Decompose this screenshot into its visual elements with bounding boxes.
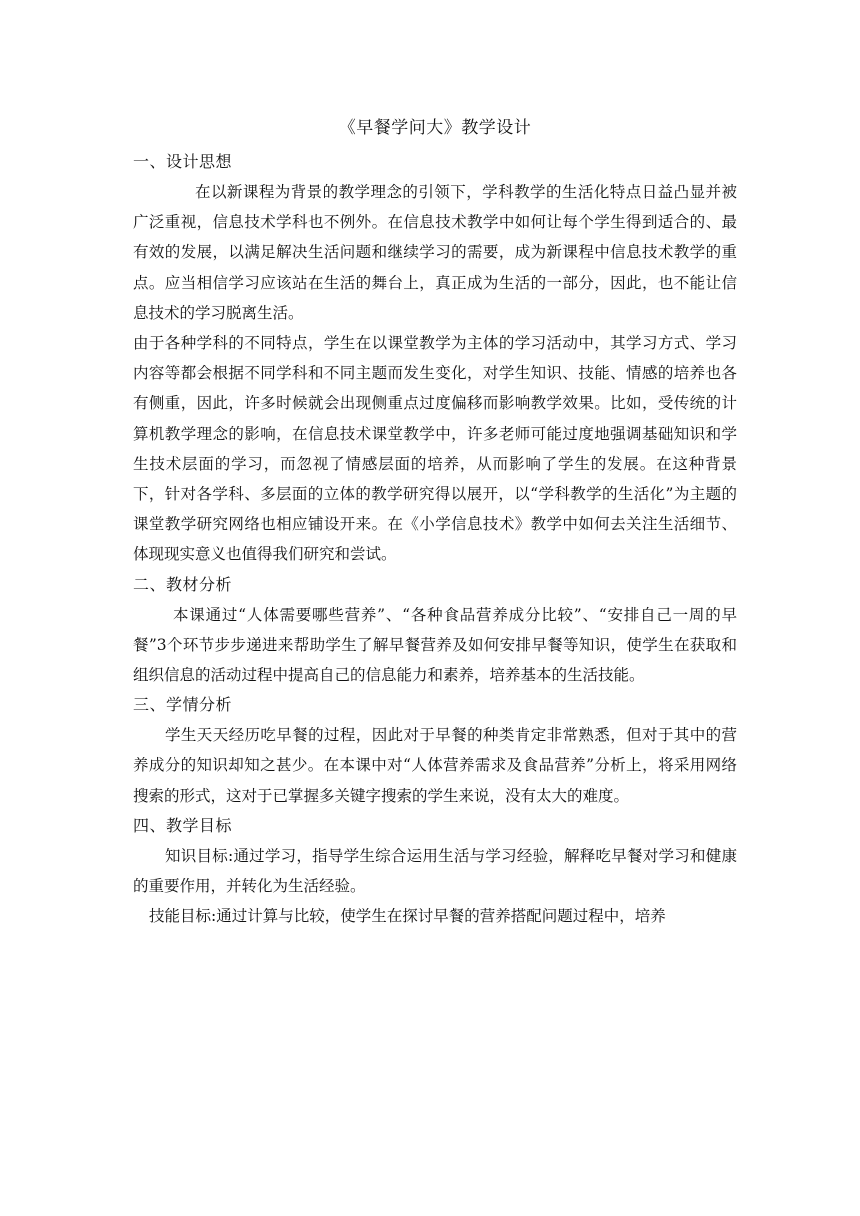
document-title: 《早餐学问大》教学设计 bbox=[338, 118, 532, 138]
paragraph-knowledge-goal: 知识目标:通过学习，指导学生综合运用生活与学习经验，解释吃早餐对学习和健康的重要作用，并转化为生活经验。 bbox=[133, 846, 737, 896]
section-heading-learner-analysis: 三、学情分析 bbox=[133, 695, 233, 715]
section-heading-design-thinking: 一、设计思想 bbox=[133, 152, 233, 171]
paragraph-skill-goal: 技能目标:通过计算与比较，使学生在探讨早餐的营养搭配问题过程中，培养 bbox=[149, 907, 666, 926]
document-body bbox=[133, 116, 737, 931]
paragraph-design-thinking-2: 由于各种学科的不同特点，学生在以课堂教学为主体的学习活动中，其学习方式、学习内容等都会根据不同学科和不同主题而发生变化，对学生知识、技能、情感的培养也各有侧重，因此，许多时候就会出现侧重点过度偏移而影响教学效果。比如，受传统的计算机教学理念的影响，在信息技术课堂教学中，许多老师可能过度地强调基础知识和学生技术层面的学习，而忽视了情感层面的培养，从而影响了学生的发展。在这种背景下，针对各学科、多层面的立体的教学研究得以展开，以“学科教学的生活化”为主题的课堂教学研究网络也相应铺设开来。在《小学信息技术》教学中如何去关注生活细节、体现现实意义也值得我们研究和尝试。 bbox=[133, 334, 737, 564]
section-heading-teaching-goals: 四、教学目标 bbox=[133, 815, 233, 835]
paragraph-textbook-analysis: 本课通过“人体需要哪些营养”、“各种食品营养成分比较”、“安排自己一周的早餐”3个环节步步递进来帮助学生了解早餐营养及如何安排早餐等知识，使学生在获取和组织信息的活动过程中提高自己的信息能力和素养，培养基本的生活技能。 bbox=[133, 605, 737, 685]
paragraph-design-thinking-1: 在以新课程为背景的教学理念的引领下，学科教学的生活化特点日益凸显并被广泛重视，信息技术学科也不例外。在信息技术教学中如何让每个学生得到适合的、最有效的发展，以满足解决生活问题和继续学习的需要，成为新课程中信息技术教学的重点。应当相信学习应该站在生活的舞台上，真正成为生活的一部分，因此，也不能让信息技术的学习脱离生活。 bbox=[133, 183, 737, 322]
section-heading-textbook-analysis: 二、教材分析 bbox=[133, 574, 233, 594]
paragraph-learner-analysis: 学生天天经历吃早餐的过程，因此对于早餐的种类肯定非常熟悉，但对于其中的营养成分的知识却知之甚少。在本课中对“人体营养需求及食品营养”分析上，将采用网络搜索的形式，这对于已掌握多关键字搜索的学生来说，没有太大的难度。 bbox=[133, 726, 737, 805]
